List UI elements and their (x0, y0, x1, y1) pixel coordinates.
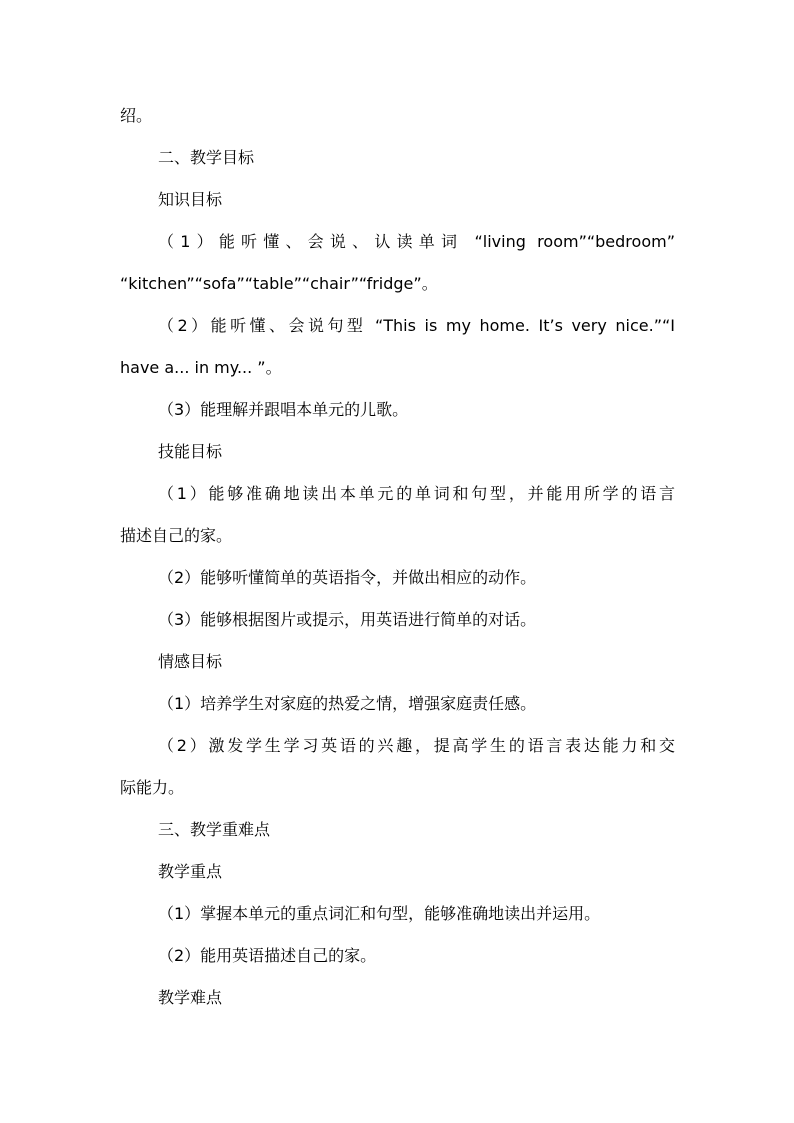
subsection-heading: 教学重点 (158, 862, 223, 881)
paragraph-line: （3）能够根据图片或提示，用英语进行简单的对话。 (158, 610, 537, 629)
paragraph-line: （1）培养学生对家庭的热爱之情，增强家庭责任感。 (158, 694, 537, 713)
paragraph-line: 描述自己的家。 (120, 526, 233, 545)
subsection-heading: 教学难点 (158, 988, 223, 1007)
paragraph-line: （1）掌握本单元的重点词汇和句型，能够准确地读出并运用。 (158, 904, 601, 923)
paragraph-line: “kitchen”“sofa”“table”“chair”“fridge”。 (120, 274, 438, 293)
paragraph-line: （2）能用英语描述自己的家。 (158, 946, 377, 965)
paragraph-line: 际能力。 (120, 778, 185, 797)
paragraph-line: （1）能够准确地读出本单元的单词和句型，并能用所学的语言 (158, 484, 675, 503)
paragraph-line: （3）能理解并跟唱本单元的儿歌。 (158, 400, 409, 419)
subsection-heading: 技能目标 (158, 442, 223, 461)
paragraph-line: （2）能听懂、会说句型 “This is my home. It’s very nice.”“I (158, 316, 675, 335)
subsection-heading: 知识目标 (158, 190, 223, 209)
paragraph-line: （1）能听懂、会说、认读单词 “living room”“bedroom” (158, 232, 675, 251)
paragraph-line: 绍。 (120, 106, 153, 125)
paragraph-line: （2）能够听懂简单的英语指令，并做出相应的动作。 (158, 568, 537, 587)
paragraph-line: have a... in my... ”。 (120, 358, 282, 377)
section-heading: 二、教学目标 (158, 148, 255, 167)
subsection-heading: 情感目标 (158, 652, 223, 671)
section-heading: 三、教学重难点 (158, 820, 271, 839)
paragraph-line: （2）激发学生学习英语的兴趣，提高学生的语言表达能力和交 (158, 736, 675, 755)
